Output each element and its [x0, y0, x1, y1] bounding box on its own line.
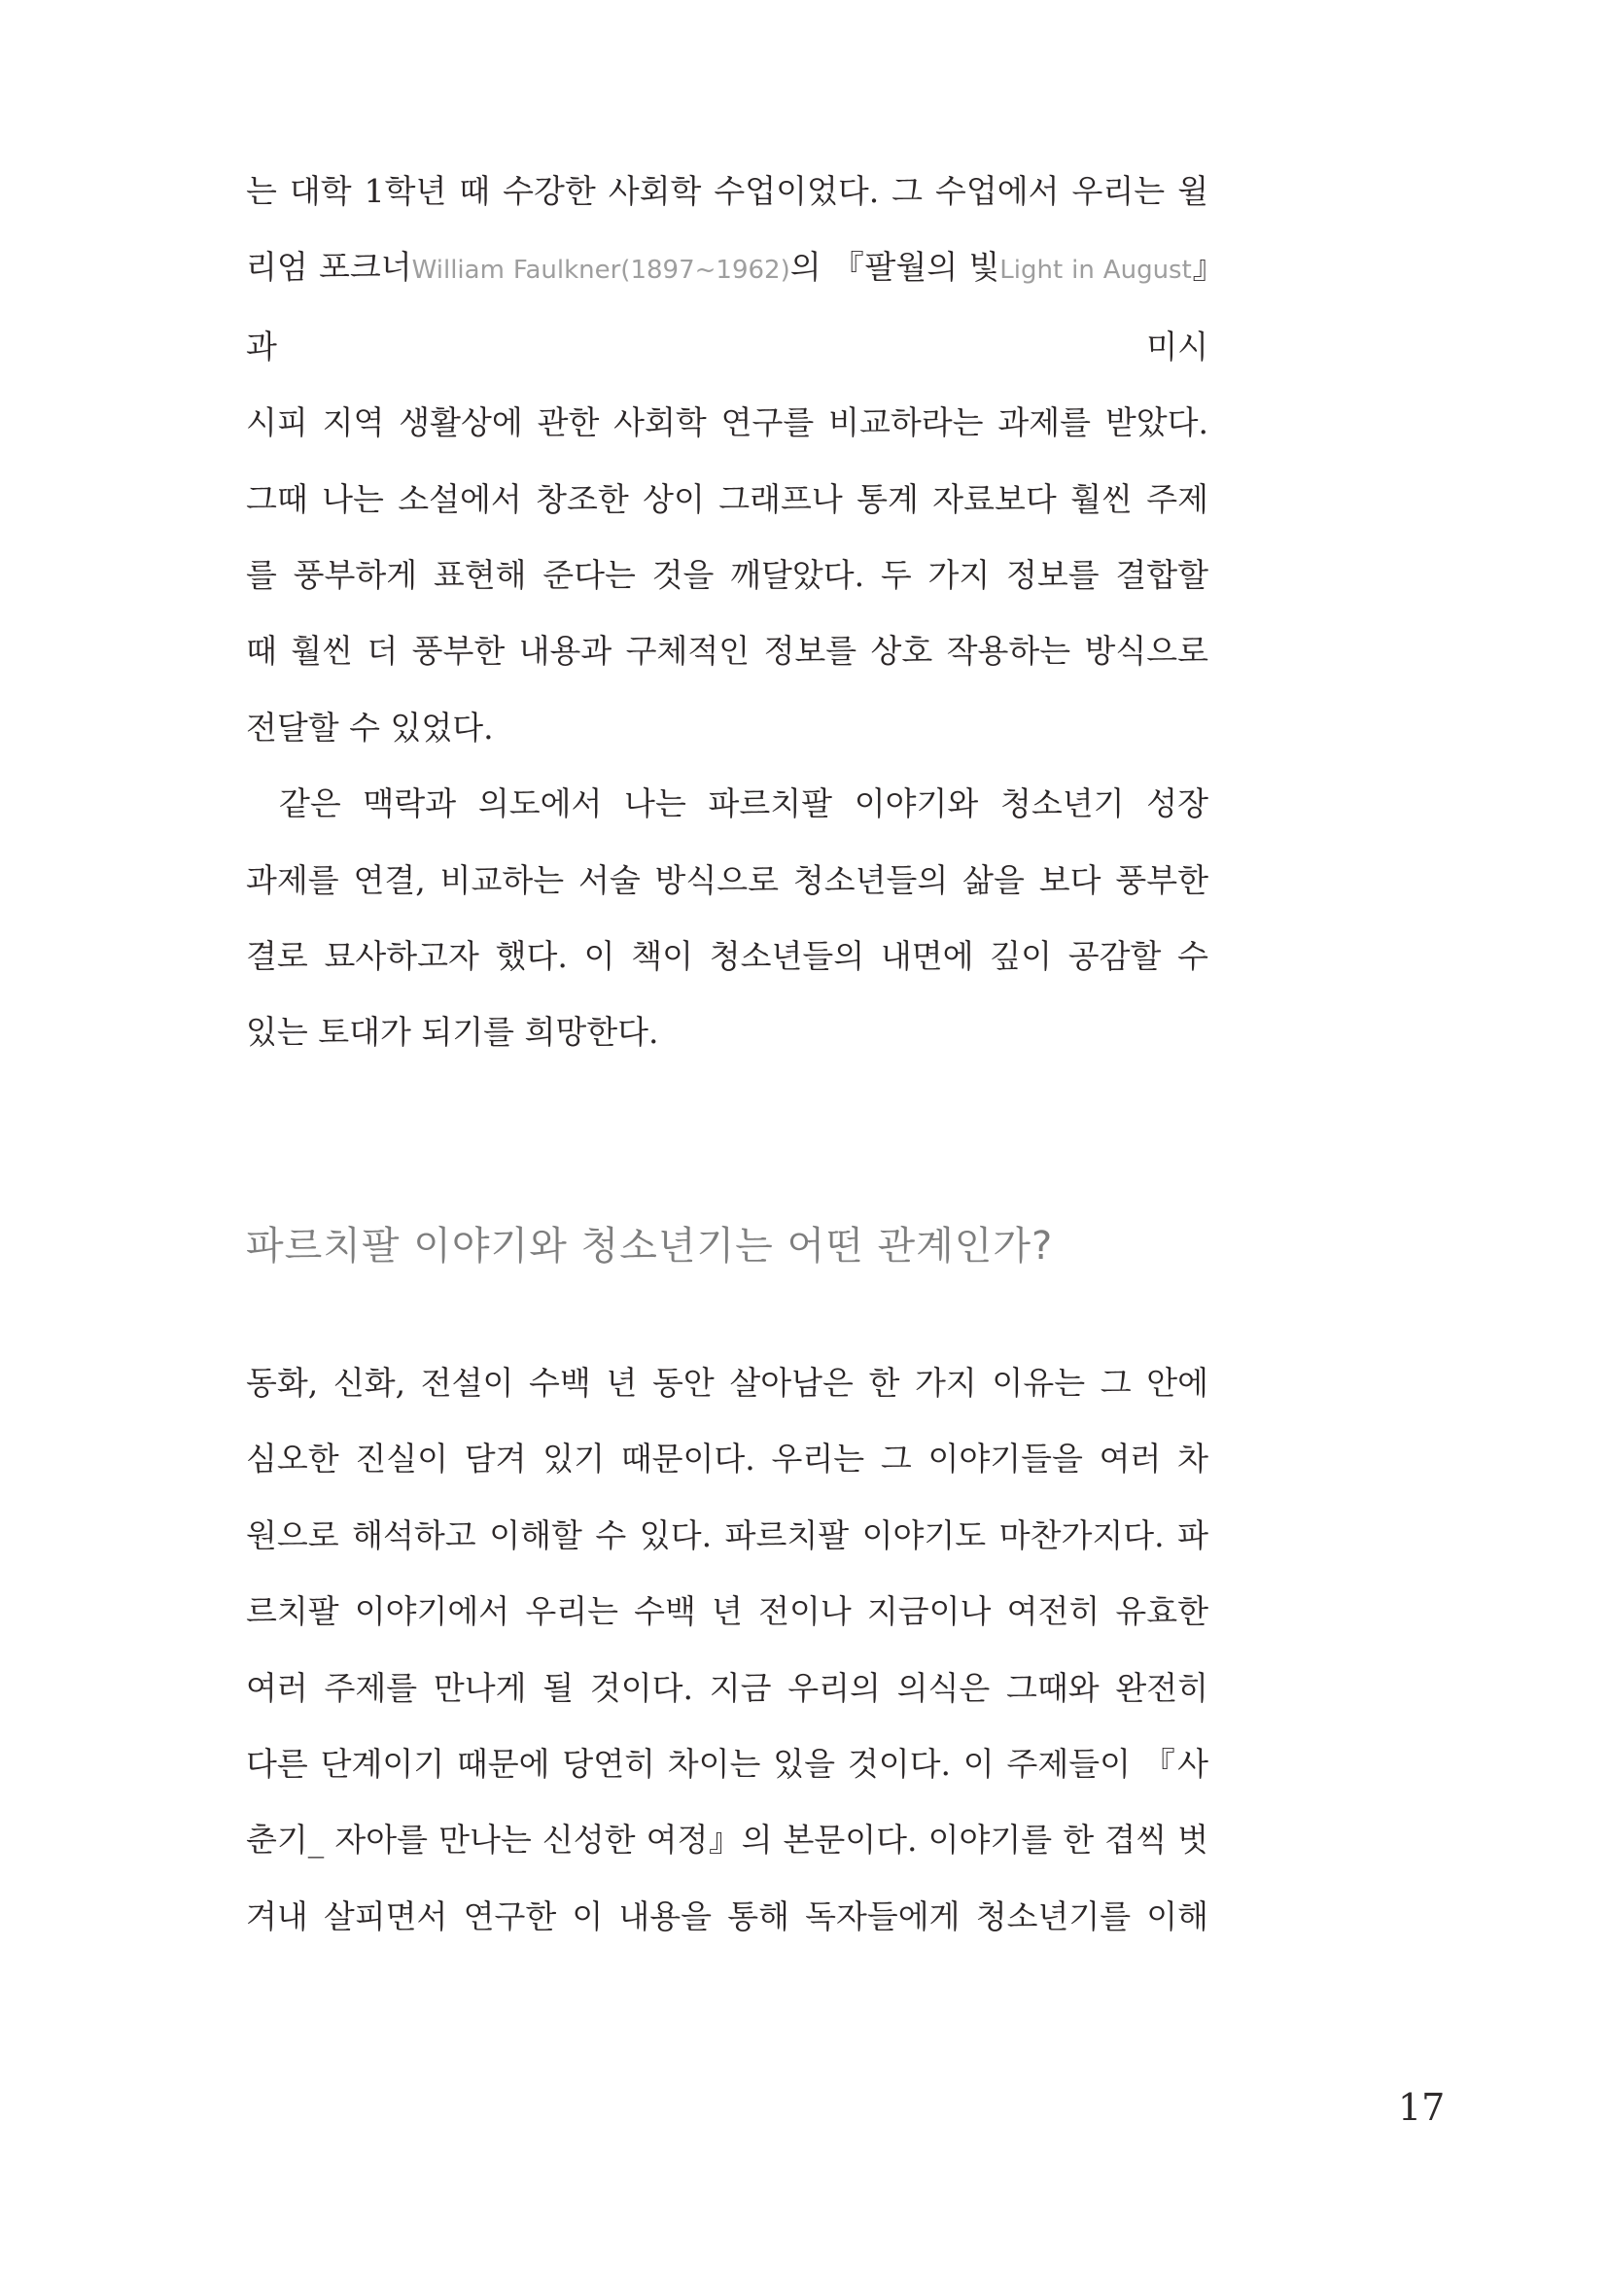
text-line	[246, 1802, 1208, 1878]
text-line	[246, 538, 1208, 613]
body-text: 그때 나는 소설에서 창조한 상이 그래프나 통계 자료보다 훨씬 주제	[246, 479, 1208, 518]
body-text: 겨내 살피면서 연구한 이 내용을 통해 독자들에게 청소년기를 이해	[246, 1896, 1208, 1935]
text-line	[246, 919, 1208, 994]
body-text: 춘기_ 자아를 만나는 신성한 여정』의 본문이다. 이야기를 한 겹씩 벗	[246, 1821, 1208, 1860]
body-text: 원으로 해석하고 이해할 수 있다. 파르치팔 이야기도 마찬가지다. 파	[246, 1515, 1208, 1554]
text-line	[246, 229, 1208, 385]
text-line	[246, 1345, 1208, 1421]
body-text: 를 풍부하게 표현해 준다는 것을 깨달았다. 두 가지 정보를 결합할	[246, 556, 1208, 595]
body-text: 결로 묘사하고자 했다. 이 책이 청소년들의 내면에 깊이 공감할 수	[246, 937, 1208, 976]
text-line	[246, 154, 1208, 229]
text-line	[246, 1726, 1208, 1802]
text-line	[246, 385, 1208, 461]
body-text: 때 훨씬 더 풍부한 내용과 구체적인 정보를 상호 작용하는 방식으로	[246, 632, 1208, 671]
text-line	[246, 994, 1208, 1070]
paragraph	[246, 766, 1208, 1071]
text-line	[246, 843, 1208, 919]
inline-annotation: William Faulkner(1897~1962)	[411, 256, 790, 286]
text-line	[246, 613, 1208, 689]
text-line	[246, 1498, 1208, 1574]
body-text: 심오한 진실이 담겨 있기 때문이다. 우리는 그 이야기들을 여러 차	[246, 1440, 1208, 1478]
text-line	[246, 1421, 1208, 1497]
body-text: 같은 맥락과 의도에서 나는 파르치팔 이야기와 청소년기 성장	[279, 784, 1208, 823]
text-line	[246, 462, 1208, 538]
paragraph	[246, 154, 1208, 766]
body-text: 리엄 포크너	[246, 248, 412, 287]
body-text: 여러 주제를 만나게 될 것이다. 지금 우리의 의식은 그때와 완전히	[246, 1668, 1208, 1707]
page-number: 17	[1398, 2086, 1446, 2129]
body-text: 』과 미시	[246, 248, 1209, 365]
body-text: 의 『팔월의 빛	[789, 248, 1000, 287]
body-text: 다른 단계이기 때문에 당연히 차이는 있을 것이다. 이 주제들이 『사	[246, 1744, 1208, 1783]
section-heading: 파르치팔 이야기와 청소년기는 어떤 관계인가?	[246, 1223, 1054, 1269]
body-text: 과제를 연결, 비교하는 서술 방식으로 청소년들의 삶을 보다 풍부한	[246, 860, 1208, 899]
body-text: 있는 토대가 되기를 희망한다.	[246, 1013, 659, 1052]
body-text: 는 대학 1학년 때 수강한 사회학 수업이었다. 그 수업에서 우리는 윌	[246, 172, 1208, 210]
body-text: 동화, 신화, 전설이 수백 년 동안 살아남은 한 가지 이유는 그 안에	[246, 1363, 1208, 1402]
inline-annotation: Light in August	[999, 256, 1192, 286]
text-block	[246, 154, 1208, 1955]
body-text: 전달할 수 있었다.	[246, 708, 494, 747]
text-line	[246, 1574, 1208, 1650]
text-line	[246, 1651, 1208, 1726]
text-line	[246, 1879, 1208, 1955]
text-line	[246, 766, 1208, 842]
body-text: 시피 지역 생활상에 관한 사회학 연구를 비교하라는 과제를 받았다.	[246, 403, 1208, 442]
paragraph	[246, 1345, 1208, 1955]
text-line	[246, 690, 1208, 766]
body-text: 르치팔 이야기에서 우리는 수백 년 전이나 지금이나 여전히 유효한	[246, 1592, 1208, 1631]
